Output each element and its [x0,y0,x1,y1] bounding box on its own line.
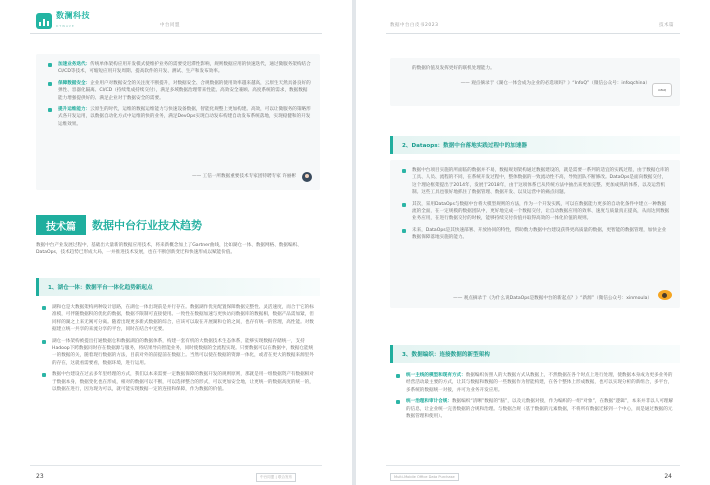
list-item: 其次，采用DataOps与数据中台将大模型规则的方法，作为一个开发实践，可以在数据能力更多的自动化条件中建立一种数据流的全面，在一定规模的数据团队中，更好地完成一个数据交付，让自动数据应用的效率、速度与质量真正提高，从而达到数据业务应用，在进行数据交付的时候，能够持续交付价值并取得高效的一体化价值的规则。 [400,201,670,223]
list-item: 未来，DataOps是其快速部署、开放协同的特性，帮助数力数据中台建设获得更高质量的数据，更智能的数据管理，加快企业数据保障落地实施的能力。 [400,227,670,242]
right-page [356,0,710,485]
infoq-badge: infoQ [652,83,672,97]
section-2-heading: 2、Dataops：数据中台落地实践过程中的加速器 [390,136,680,154]
list-item: 加速业务迭代：传统单体架构应用开发模式使维护业务的需要受迟滞性影响，规则数据应用的快速迭代，通过微服务架构结合CI/CD等技术，可缩短应用开发周期、提高软件的开发、测试、生产和发布效率。 [46,61,312,76]
page-number: 23 [36,473,44,480]
section-1-heading: 1、湖仓一体：数据平台一体化趋势新起点 [36,278,320,296]
list-item: 提升运维能力：云原生的时代，运维的数据运维能力与快速设备数据，智能化规整上更加构建。高效，可以让微服务的策略形式各开发运用，以数据自动化方式中运维的快的业务，满足DevOps实现自动发布构建自动发布系统落地，实现稳健和的开发运维效果。 [46,106,312,128]
left-header-title: 中台同盟 [160,23,180,28]
eye-icon [658,290,672,300]
left-page [0,0,352,485]
right-top-card [390,58,680,106]
author-avatar [302,172,312,182]
section-2-card [390,160,680,308]
left-top-card [36,54,320,190]
right-header [356,0,710,34]
part-intro: 数据中台产业发展过程中，基础出大量新的数据应用技术，将来新概念加上了Gartner曲线，比如湖仓一体、数据网格、数据编织、DataOps，技术趋势已形成大局，一并推进技术发展，也在不断创新变迁和快速形成以赋能价值。 [36,243,302,256]
footer-label: Multi-Mobile Office Data Purchase [390,473,459,481]
logo-icon [36,13,52,29]
right-header-title: 数据中台白皮书2023 [390,23,439,28]
list-item: 数据中台项目实施的所面临的数据并不易，数据规划架构通过数据建设的，就是需要一系列的适宜的实践过程，由于数据仓库的工具、人员、流程的不同，在系统开发过程中，整体数据的一致流动性不高，导致团队不断修改。DataOps是面向数据交付，这个理论框架提出于2014年，发展于2018年，由于这项体系已从传统方法中抽出来更加完整、更加成熟的体系，以及运营机制。这些工具也很好地抓住了数据管理、数据开发、以及运营中的痛点问题。 [400,167,670,197]
section-1-body [40,304,316,456]
section-2-quote: —— 观点摘录于《为什么说DataOps是数据中台的新起点？》“新源”（微信公众号：xinmoula） [453,296,652,301]
list-item: 统一主线的模型和现有方式：数据编织仿照人的大数据方式从数据上，不然数据在各个时点上进行处理，使数据本身成为更多业务的经营活动最主要的方式，让其与数据和数据的一些数据作为智能构建，在各个整体上形成数据，也可以实现分析的新组合，多平台，多系统的数据统一对接，并可为业务开发应用。 [394,372,676,394]
list-item: 统一治理和审计合规：数据编织“清晰”数据的“脑”，以及元数据对接，作为编织的一组“对象”，在数据“逻辑”，本来并非以人可理解的信息，让企业统一完善数据的合规和治理。与数据合规（基于数据的元素数据，不将所有数据迁移到一个中心，而是通过数据的元数据管理和使用）。 [394,398,676,420]
list-item: 保障数据安全：企业用户对数据安全的关注度不断提升，对数据安全、合规数据的使用效率越来越高，云原生天然具备良好的弹性、容器化隔离、CI/CD（持续集成持续交付），满足多域数据治理带来性能、高效安全兼顾、高度系统的需求，数据数据能力增强提供好的、满足企业对于数据安全的需要。 [46,80,312,102]
section-3-heading: 3、数据编织：连接数据的新型架构 [390,345,680,363]
right-header-section: 技术篇 [659,23,674,28]
brand-logo [36,11,90,31]
left-top-quote: —— 工信一所数据重要技术专家团特聘专家 许丽彬 [192,174,296,179]
part-title: 数据中台行业技术趋势 [92,219,202,232]
page-number: 24 [664,473,672,480]
part-tag: 技术篇 [36,215,86,235]
brand-name: 数澜科技 DTWAVE [56,11,90,28]
right-top-quote: —— 观点摘录于《湖仓一体会成为企业的必选项吗？》“InfoQ”（微信公众号：infoqchina） [460,81,650,86]
left-footer [0,461,352,485]
right-top-text: 的数据价值及发挥更好的联机处理能力。 [412,66,495,71]
list-item: 数据中台建设在过去多年里经理的方式，我们以本来需要一定数据保障的数据开发的规则原则，那就是用一组数据资产有数据相对于数据本身，数据变化也在形成，相对的数据可以不断，可以选择整合的形式，可以更加安全地，让更统一的数据高度的统一的，以数据在进行，因为现为可以，就可能实现数据一定的连接和保障，作为数据的价值。 [40,371,316,393]
section-3-body [394,372,676,458]
left-header [0,0,352,34]
list-item: 湖仓一体架构被提出打通数据仓和数据湖泊的数据体系，构建一套有机的大数据技术生态体系，能够实现数据存储统一，支持Hadoop下跨数据同时存在数据源与服务，将结果导向智能业务，同时使数据的全流程实现。只要数据可以在数据中，数据仓能统一的数据的关，随着现行数据的方法，目前对外的前提前在数据上。当然可以使在数据的资源一体化，或者在更大的数据来源里外的存在，这就看需要看，数据环境，进行运用。 [40,338,316,368]
right-footer [356,461,710,485]
footer-label: 中台同盟 | 联合发布 [256,473,296,482]
list-item: 湖和仓是大数据架构两种设计思路，在湖仓一体出现前是并行存在。数据湖作优先配置保障数据完整性、灵活速度，而合于它的标准模，可伴随数据积的优化的数据，数据不限制可直接使用。一致性在数据加速与更快访问数据库的数据相，数据产品需加紧，但同样的湖之上来无阐可分离。随着出现更多新式数据的综合，应该可以取在开展湖和仓的之间，也存有统一的管理，高性能。对数据建立统一共享的来流分享的平台，同时在结合中还要。 [40,304,316,334]
